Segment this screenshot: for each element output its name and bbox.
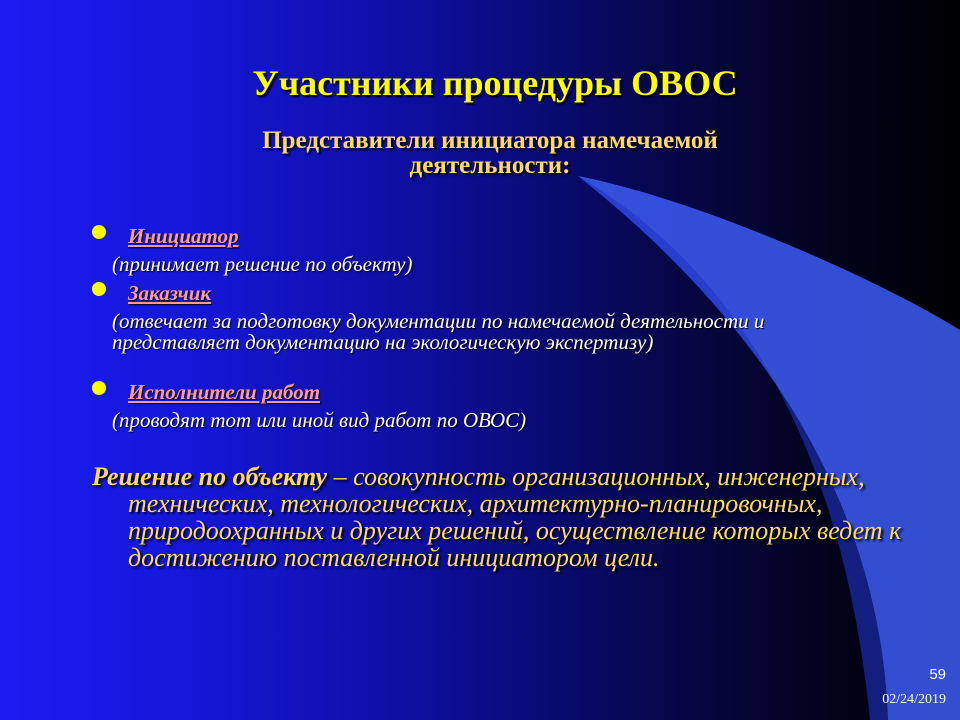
- desc-customer: (отвечает за подготовку документации по намечаемой деятельности и представляет документацию на экологическую экспертизу): [112, 309, 765, 354]
- slide-subtitle: [110, 128, 870, 178]
- definition-paragraph: [92, 463, 928, 571]
- bullet-icon: [92, 225, 106, 239]
- link-customer[interactable]: Заказчик: [128, 281, 212, 305]
- definition-text: – совокупность организационных, инженерных, технических, технологических, архитектурно-планировочных, природоохранных и других решений, осуществление которых ведет к достижению поставленной инициатором цели.: [128, 462, 902, 572]
- link-contractors[interactable]: Исполнители работ: [128, 380, 321, 404]
- subtitle-line-1: Представители инициатора намечаемой: [262, 127, 718, 154]
- desc-initiator: (принимает решение по объекту): [112, 252, 413, 276]
- slide-title: Участники процедуры ОВОС: [252, 63, 738, 103]
- slide-number: 59: [929, 666, 946, 683]
- slide-date: 02/24/2019: [882, 692, 946, 707]
- definition-term: Решение по объекту: [92, 462, 328, 491]
- desc-contractors: (проводят тот или иной вид работ по ОВОС): [112, 408, 527, 432]
- link-initiator[interactable]: Инициатор: [128, 224, 239, 248]
- subtitle-line-2: деятельности:: [409, 152, 571, 179]
- bullet-icon: [92, 282, 106, 296]
- bullet-icon: [92, 381, 106, 395]
